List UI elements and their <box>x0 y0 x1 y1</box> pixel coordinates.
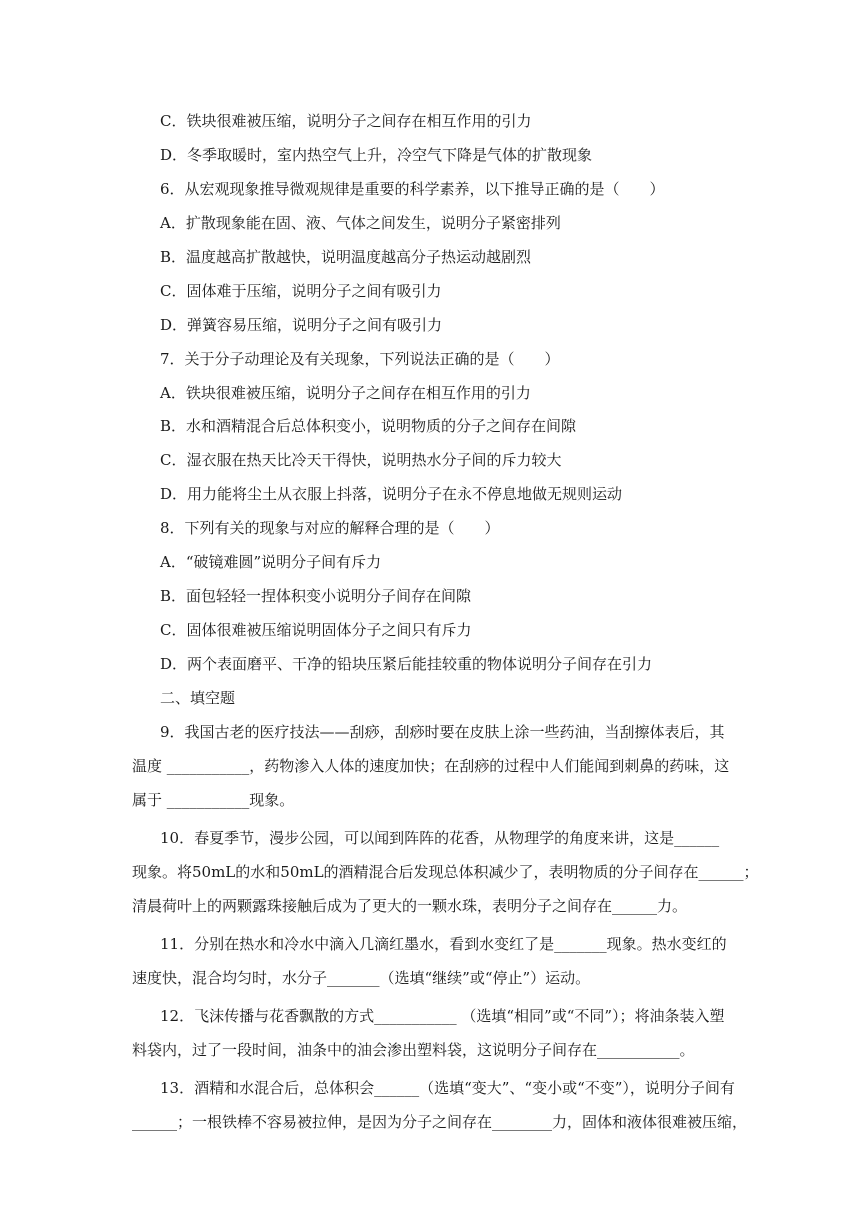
option-line: C．固体很难被压缩说明固体分子之间只有斥力 <box>160 621 472 639</box>
question-line: 清晨荷叶上的两颗露珠接触后成为了更大的一颗水珠，表明分子之间存在______力。 <box>132 897 688 915</box>
option-line: B．水和酒精混合后总体积变小，说明物质的分子之间存在间隙 <box>160 417 577 435</box>
option-line: A．扩散现象能在固、液、气体之间发生，说明分子紧密排列 <box>160 214 561 232</box>
option-line: D．弹簧容易压缩，说明分子之间有吸引力 <box>160 316 443 334</box>
option-line: C．湿衣服在热天比冷天干得快，说明热水分子间的斥力较大 <box>160 451 562 469</box>
section-heading: 二、填空题 <box>160 689 236 707</box>
question-line: 6．从宏观现象推导微观规律是重要的科学素养，以下推导正确的是（ ） <box>160 180 665 198</box>
question-line: 12．飞沫传播与花香飘散的方式___________ （选填“相同”或“不同”）；将油条装入塑 <box>160 1007 725 1025</box>
option-line: D．两个表面磨平、干净的铅块压紧后能挂较重的物体说明分子间存在引力 <box>160 655 653 673</box>
question-line: 9．我国古老的医疗技法——刮痧，刮痧时要在皮肤上涂一些药油，当刮擦体表后，其 <box>160 723 725 741</box>
question-line: 速度快，混合均匀时，水分子_______（选填“继续”或“停止”）运动。 <box>132 969 591 987</box>
option-line: B．面包轻轻一捏体积变小说明分子间存在间隙 <box>160 587 472 605</box>
question-line: 10．春夏季节，漫步公园，可以闻到阵阵的花香，从物理学的角度来讲，这是______ <box>160 829 720 847</box>
question-line: ______；一根铁棒不容易被拉伸，是因为分子之间存在________力，固体和液体很难被压缩， <box>132 1113 748 1131</box>
option-line: D．冬季取暖时，室内热空气上升，冷空气下降是气体的扩散现象 <box>160 146 593 164</box>
option-line: A．铁块很难被压缩，说明分子之间存在相互作用的引力 <box>160 384 531 402</box>
question-line: 13．酒精和水混合后，总体积会______（选填“变大”、“变小或“不变”），说明分子间有 <box>160 1079 735 1097</box>
option-line: A．“破镜难圆”说明分子间有斥力 <box>160 553 382 571</box>
question-line: 温度 ___________，药物渗入人体的速度加快；在刮痧的过程中人们能闻到刺鼻的药味，这 <box>132 757 730 775</box>
question-line: 11．分别在热水和冷水中滴入几滴红墨水，看到水变红了是_______现象。热水变红的 <box>160 935 727 953</box>
question-line: 现象。将50mL的水和50mL的酒精混合后发现总体积减少了，表明物质的分子间存在______； <box>132 863 759 881</box>
option-line: D．用力能将尘土从衣服上抖落，说明分子在永不停息地做无规则运动 <box>160 485 623 503</box>
question-line: 料袋内，过了一段时间，油条中的油会渗出塑料袋，这说明分子间存在___________。 <box>132 1041 695 1059</box>
question-line: 属于 ___________现象。 <box>132 791 295 809</box>
option-line: C．固体难于压缩，说明分子之间有吸引力 <box>160 282 442 300</box>
option-line: B．温度越高扩散越快，说明温度越高分子热运动越剧烈 <box>160 248 532 266</box>
question-line: 8．下列有关的现象与对应的解释合理的是（ ） <box>160 519 500 537</box>
option-line: C．铁块很难被压缩，说明分子之间存在相互作用的引力 <box>160 112 532 130</box>
question-line: 7．关于分子动理论及有关现象，下列说法正确的是（ ） <box>160 350 560 368</box>
